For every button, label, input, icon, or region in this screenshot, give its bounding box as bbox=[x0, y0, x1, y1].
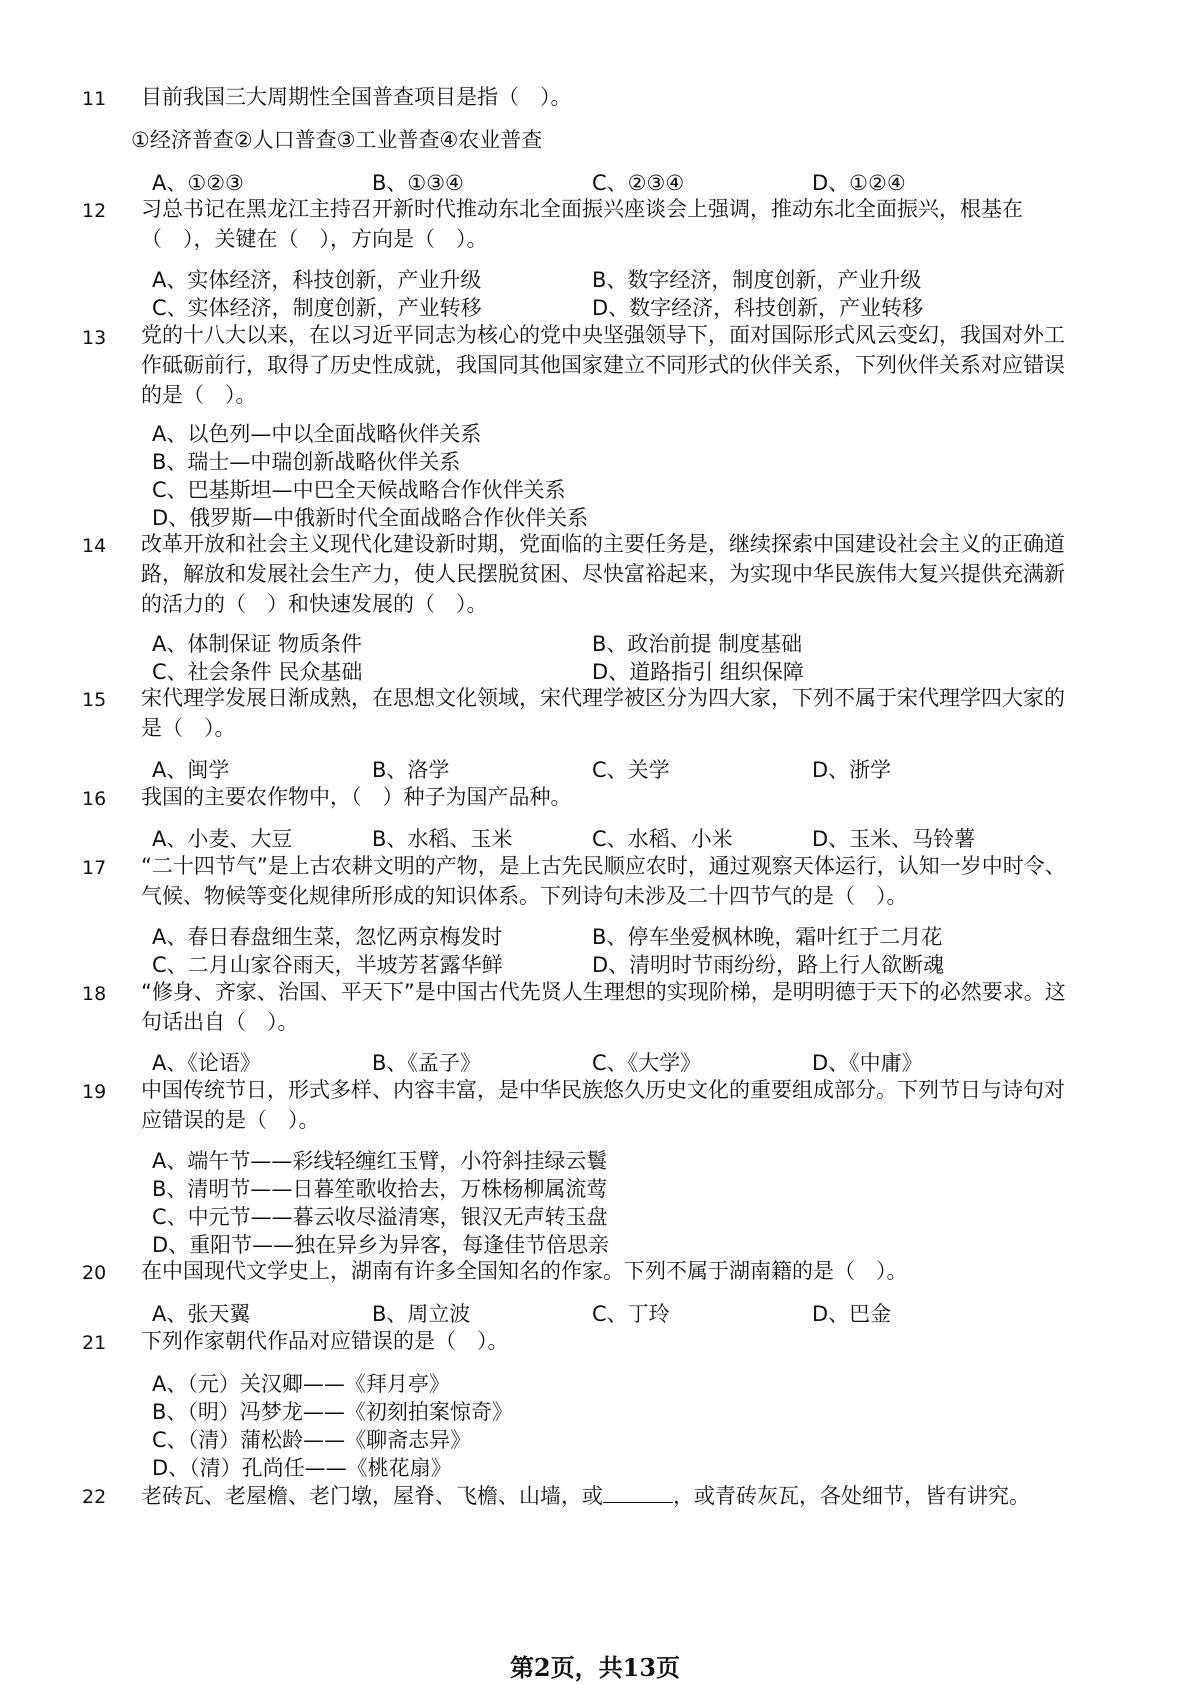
option-c: C、二月山家谷雨天，半坡芳茗露华鲜 bbox=[152, 953, 503, 977]
option-b: B、（明）冯梦龙——《初刻拍案惊奇》 bbox=[152, 1400, 513, 1424]
option-b: B、周立波 bbox=[372, 1302, 471, 1326]
option-c: C、《大学》 bbox=[592, 1051, 702, 1075]
option-a: A、春日春盘细生菜，忽忆两京梅发时 bbox=[152, 925, 503, 949]
question-number: 16 bbox=[82, 788, 107, 810]
question-number: 12 bbox=[82, 200, 107, 222]
option-a: A、①②③ bbox=[152, 171, 244, 195]
question-number: 11 bbox=[82, 88, 107, 110]
option-d: D、《中庸》 bbox=[812, 1051, 923, 1075]
option-d: D、数字经济，科技创新，产业转移 bbox=[592, 296, 924, 320]
option-c: C、巴基斯坦—中巴全天候战略合作伙伴关系 bbox=[152, 478, 566, 502]
option-c: C、社会条件 民众基础 bbox=[152, 660, 363, 684]
question-number: 18 bbox=[82, 983, 107, 1005]
question-stem: 党的十八大以来，在以习近平同志为核心的党中央坚强领导下，面对国际形式风云变幻，我国对外工作砥砺前行，取得了历史性成就，我国同其他国家建立不同形式的伙伴关系，下列伙伴关系对应错误的是（ ）。 bbox=[141, 323, 1065, 407]
question-stem: 目前我国三大周期性全国普查项目是指（ ）。 bbox=[141, 85, 572, 109]
question-stem: 改革开放和社会主义现代化建设新时期，党面临的主要任务是，继续探索中国建设社会主义的正确道路，解放和发展社会生产力，使人民摆脱贫困、尽快富裕起来，为实现中华民族伟大复兴提供充满新的活力的（ ）和快速发展的（ ）。 bbox=[141, 532, 1065, 616]
option-c: C、（清）蒲松龄——《聊斋志异》 bbox=[152, 1428, 472, 1452]
fill-in-blank bbox=[603, 1484, 673, 1503]
option-c: C、②③④ bbox=[592, 171, 685, 195]
question-stem: 宋代理学发展日渐成熟，在思想文化领域，宋代理学被区分为四大家，下列不属于宋代理学四大家的是（ ）。 bbox=[141, 686, 1065, 740]
stem-part-b: ，或青砖灰瓦，各处细节，皆有讲究。 bbox=[673, 1484, 1030, 1508]
option-d: D、清明时节雨纷纷，路上行人欲断魂 bbox=[592, 953, 945, 977]
option-b: B、数字经济，制度创新，产业升级 bbox=[592, 268, 922, 292]
question-sub-items: ①经济普查②人口普查③工业普查④农业普查 bbox=[131, 128, 543, 152]
question-stem bbox=[141, 1480, 1030, 1510]
option-b: B、洛学 bbox=[372, 758, 450, 782]
question-stem: 中国传统节日，形式多样、内容丰富，是中华民族悠久历史文化的重要组成部分。下列节日与诗句对应错误的是（ ）。 bbox=[141, 1078, 1065, 1132]
question-number: 13 bbox=[82, 327, 107, 349]
question-stem: 在中国现代文学史上，湖南有许多全国知名的作家。下列不属于湖南籍的是（ ）。 bbox=[141, 1259, 908, 1283]
option-b: B、停车坐爱枫林晚，霜叶红于二月花 bbox=[592, 925, 943, 949]
question-number: 17 bbox=[82, 857, 107, 879]
page-footer: 第2页，共13页 bbox=[509, 1653, 681, 1682]
option-b: B、瑞士—中瑞创新战略伙伴关系 bbox=[152, 450, 461, 474]
question-stem: 习总书记在黑龙江主持召开新时代推动东北全面振兴座谈会上强调，推动东北全面振兴，根基在（ ），关键在（ ），方向是（ ）。 bbox=[141, 197, 1023, 251]
option-a: A、体制保证 物质条件 bbox=[152, 632, 363, 656]
question-number: 21 bbox=[82, 1332, 107, 1354]
option-a: A、闽学 bbox=[152, 758, 230, 782]
option-a: A、以色列—中以全面战略伙伴关系 bbox=[152, 422, 482, 446]
question-number: 19 bbox=[82, 1081, 107, 1103]
option-a: A、《论语》 bbox=[152, 1051, 261, 1075]
question-number: 15 bbox=[82, 689, 107, 711]
option-d: D、道路指引 组织保障 bbox=[592, 660, 804, 684]
option-b: B、①③④ bbox=[372, 171, 464, 195]
option-b: B、水稻、玉米 bbox=[372, 827, 513, 851]
option-a: A、端午节——彩线轻缠红玉臂，小符斜挂绿云鬟 bbox=[152, 1149, 608, 1173]
option-a: A、张天翼 bbox=[152, 1302, 251, 1326]
option-c: C、丁玲 bbox=[592, 1302, 670, 1326]
question-number: 22 bbox=[82, 1486, 107, 1508]
option-a: A、（元）关汉卿——《拜月亭》 bbox=[152, 1372, 450, 1396]
option-b: B、《孟子》 bbox=[372, 1051, 481, 1075]
option-d: D、玉米、马铃薯 bbox=[812, 827, 976, 851]
question-number: 14 bbox=[82, 535, 107, 557]
option-d: D、①②④ bbox=[812, 171, 906, 195]
option-b: B、政治前提 制度基础 bbox=[592, 632, 803, 656]
question-stem: “修身、齐家、治国、平天下”是中国古代先贤人生理想的实现阶梯，是明明德于天下的必然要求。这句话出自（ ）。 bbox=[141, 980, 1066, 1034]
option-a: A、小麦、大豆 bbox=[152, 827, 293, 851]
question-stem: “二十四节气”是上古农耕文明的产物，是上古先民顺应农时，通过观察天体运行，认知一岁中时令、气候、物候等变化规律所形成的知识体系。下列诗句未涉及二十四节气的是（ ）。 bbox=[141, 854, 1066, 908]
option-c: C、水稻、小米 bbox=[592, 827, 733, 851]
option-d: D、浙学 bbox=[812, 758, 892, 782]
option-d: D、俄罗斯—中俄新时代全面战略合作伙伴关系 bbox=[152, 506, 589, 530]
question-stem: 下列作家朝代作品对应错误的是（ ）。 bbox=[141, 1329, 509, 1353]
question-number: 20 bbox=[82, 1262, 107, 1284]
option-c: C、关学 bbox=[592, 758, 670, 782]
stem-part-a: 老砖瓦、老屋檐、老门墩，屋脊、飞檐、山墙，或 bbox=[141, 1484, 603, 1508]
option-d: D、（清）孔尚任——《桃花扇》 bbox=[152, 1456, 452, 1480]
option-a: A、实体经济，科技创新，产业升级 bbox=[152, 268, 482, 292]
option-c: C、中元节——暮云收尽溢清寒，银汉无声转玉盘 bbox=[152, 1205, 608, 1229]
option-d: D、巴金 bbox=[812, 1302, 892, 1326]
option-b: B、清明节——日暮笙歌收拾去，万株杨柳属流莺 bbox=[152, 1177, 608, 1201]
option-d: D、重阳节——独在异乡为异客，每逢佳节倍思亲 bbox=[152, 1233, 610, 1257]
question-stem: 我国的主要农作物中，（ ）种子为国产品种。 bbox=[141, 785, 572, 809]
option-c: C、实体经济，制度创新，产业转移 bbox=[152, 296, 482, 320]
